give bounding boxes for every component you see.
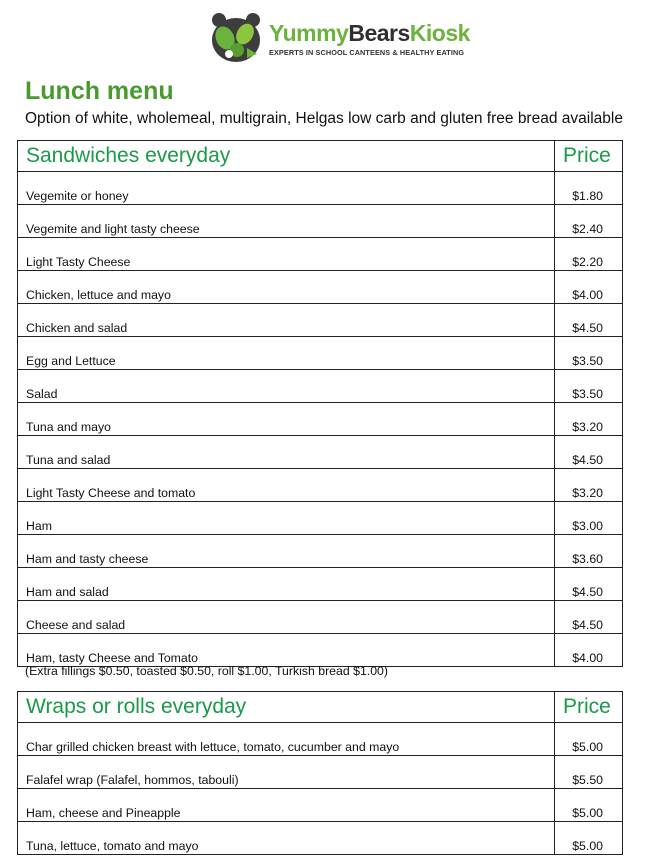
table-row	[18, 238, 623, 271]
item-name: Chicken and salad	[18, 304, 555, 337]
item-name: Tuna and mayo	[18, 403, 555, 436]
item-name: Ham and salad	[18, 568, 555, 601]
item-name: Cheese and salad	[18, 601, 555, 634]
item-name: Tuna and salad	[18, 436, 555, 469]
price-heading: Price	[555, 141, 623, 172]
item-price: $5.00	[555, 723, 623, 756]
item-name: Char grilled chicken breast with lettuce, tomato, cucumber and mayo	[18, 723, 555, 756]
table-row	[18, 822, 623, 855]
table-row	[18, 172, 623, 205]
item-price: $4.00	[555, 634, 623, 667]
section-heading: Sandwiches everyday	[18, 141, 555, 172]
table-row	[18, 469, 623, 502]
item-name: Chicken, lettuce and mayo	[18, 271, 555, 304]
item-price: $4.50	[555, 568, 623, 601]
sandwiches-table	[17, 140, 623, 667]
item-name: Ham and tasty cheese	[18, 535, 555, 568]
item-name: Vegemite and light tasty cheese	[18, 205, 555, 238]
item-name: Vegemite or honey	[18, 172, 555, 205]
price-heading: Price	[555, 692, 623, 723]
table-row	[18, 337, 623, 370]
section-heading: Wraps or rolls everyday	[18, 692, 555, 723]
table-row	[18, 502, 623, 535]
item-name: Ham, tasty Cheese and Tomato	[18, 634, 555, 667]
table-header-row	[18, 692, 623, 723]
table-row	[18, 205, 623, 238]
item-price: $3.20	[555, 403, 623, 436]
item-name: Tuna, lettuce, tomato and mayo	[18, 822, 555, 855]
page-title: Lunch menu	[25, 77, 174, 105]
item-price: $3.50	[555, 337, 623, 370]
table-row	[18, 436, 623, 469]
bear-veggie-icon	[207, 8, 265, 66]
extras-note: (Extra fillings $0.50, toasted $0.50, roll $1.00, Turkish bread $1.00)	[25, 664, 388, 678]
table-row	[18, 601, 623, 634]
item-price: $2.20	[555, 238, 623, 271]
table-row	[18, 271, 623, 304]
item-price: $5.50	[555, 756, 623, 789]
item-name: Egg and Lettuce	[18, 337, 555, 370]
table-row	[18, 634, 623, 667]
brand-name: YummyBearsKiosk	[269, 20, 470, 46]
table-row	[18, 403, 623, 436]
table-row	[18, 723, 623, 756]
item-price: $3.20	[555, 469, 623, 502]
item-price: $2.40	[555, 205, 623, 238]
item-price: $4.50	[555, 601, 623, 634]
item-name: Falafel wrap (Falafel, hommos, tabouli)	[18, 756, 555, 789]
table-row	[18, 789, 623, 822]
table-row	[18, 370, 623, 403]
item-name: Light Tasty Cheese and tomato	[18, 469, 555, 502]
item-price: $4.50	[555, 304, 623, 337]
item-name: Salad	[18, 370, 555, 403]
table-header-row	[18, 141, 623, 172]
brand-tagline: EXPERTS IN SCHOOL CANTEENS & HEALTHY EATING	[269, 48, 465, 57]
item-name: Light Tasty Cheese	[18, 238, 555, 271]
item-price: $4.00	[555, 271, 623, 304]
item-price: $5.00	[555, 789, 623, 822]
item-price: $4.50	[555, 436, 623, 469]
item-name: Ham, cheese and Pineapple	[18, 789, 555, 822]
table-row	[18, 756, 623, 789]
item-price: $1.80	[555, 172, 623, 205]
brand-logo	[207, 8, 477, 66]
item-price: $3.00	[555, 502, 623, 535]
table-row	[18, 304, 623, 337]
item-price: $5.00	[555, 822, 623, 855]
item-price: $3.60	[555, 535, 623, 568]
item-name: Ham	[18, 502, 555, 535]
table-row	[18, 568, 623, 601]
wraps-table	[17, 691, 623, 855]
table-row	[18, 535, 623, 568]
bread-options-text: Option of white, wholemeal, multigrain, Helgas low carb and gluten free bread available	[25, 110, 623, 127]
item-price: $3.50	[555, 370, 623, 403]
